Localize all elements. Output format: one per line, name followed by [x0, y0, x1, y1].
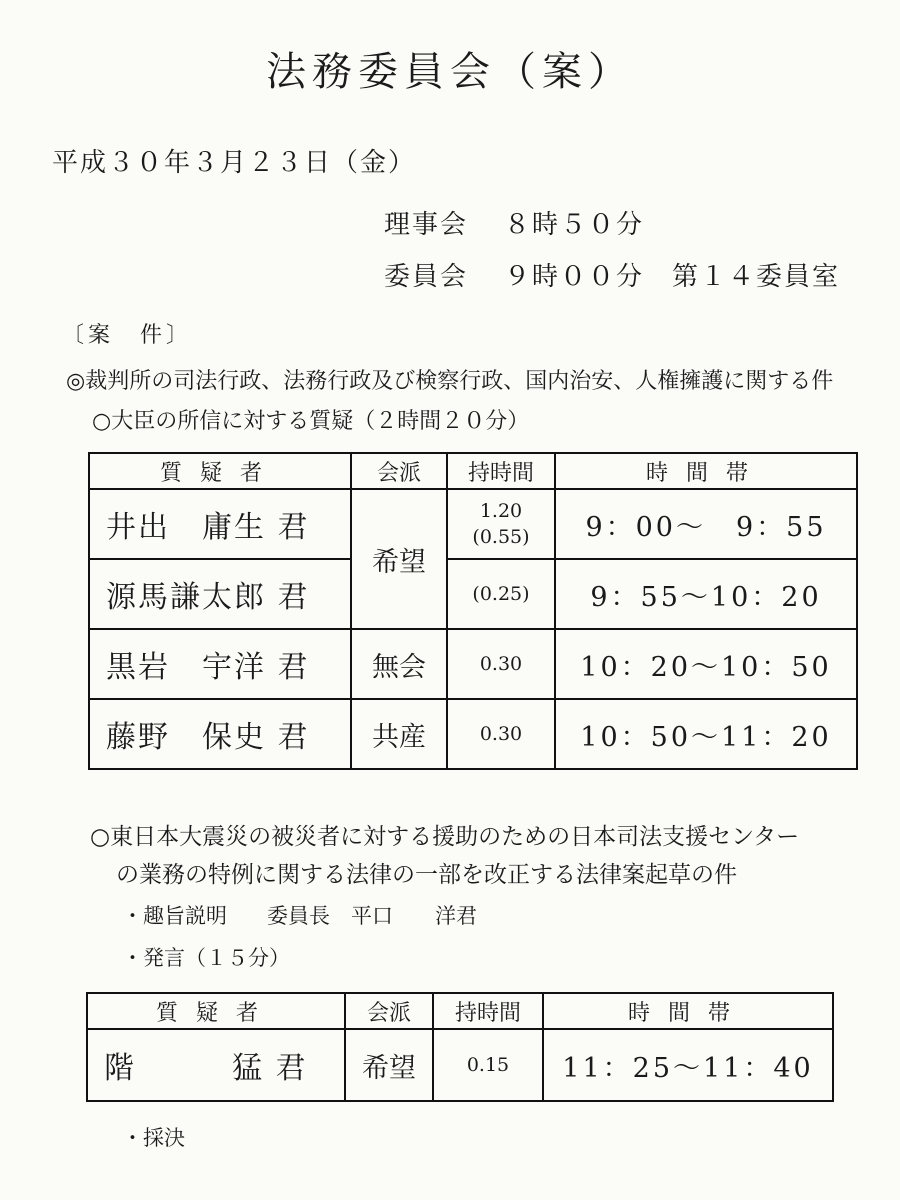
time-band-cell: 9：00～ 9：55 [555, 489, 857, 559]
header-allocation: 持時間 [447, 453, 555, 489]
meeting-date: 平成３０年３月２３日（金） [52, 148, 417, 178]
header-faction: 会派 [351, 453, 447, 489]
questioner-table-2 [86, 992, 834, 1102]
allocation-cell: 0.30 [447, 629, 555, 699]
schedule-row-directors [384, 204, 644, 241]
agenda-item-1: ◎裁判所の司法行政、法務行政及び検察行政、国内治安、人権擁護に関する件 [66, 369, 834, 394]
bullet-statement: ・発言（１５分） [122, 946, 290, 970]
case-heading: 〔案 件〕 [62, 323, 193, 348]
table-row [89, 559, 857, 629]
schedule-label: 委員会 [384, 262, 469, 292]
bullet-vote: ・採決 [122, 1126, 185, 1150]
questioner-name: 黒岩 宇洋 君 [89, 629, 351, 699]
faction-cell: 希望 [351, 489, 447, 629]
agenda-item-2-line1: ○東日本大震災の被災者に対する援助のための日本司法支援センター [90, 824, 800, 850]
bullet-explanation-label: ・趣旨説明 [122, 904, 227, 928]
questioner-name: 井出 庸生 君 [89, 489, 351, 559]
faction-cell: 希望 [345, 1029, 433, 1101]
time-band-cell: 10：20～10：50 [555, 629, 857, 699]
allocation-sub: (0.55) [472, 526, 530, 548]
table-row [89, 629, 857, 699]
table-header-row [89, 453, 857, 489]
document-title: 法務委員会（案） [266, 49, 634, 95]
allocation-sub: (0.25) [472, 583, 530, 605]
allocation-cell: 0.15 [433, 1029, 543, 1101]
table-row [89, 699, 857, 769]
time-band-cell: 10：50～11：20 [555, 699, 857, 769]
questioner-table-1 [88, 452, 858, 770]
schedule-row-committee [384, 256, 840, 293]
header-faction: 会派 [345, 993, 433, 1029]
schedule-label: 理事会 [384, 210, 469, 240]
schedule-room: 第１４委員室 [672, 262, 841, 292]
questioner-name: 階 猛 君 [87, 1029, 345, 1101]
header-time-band: 時間帯 [543, 993, 833, 1029]
questioner-name: 藤野 保史 君 [89, 699, 351, 769]
table-row [87, 1029, 833, 1101]
allocation-cell [447, 489, 555, 559]
bullet-explanation-who: 委員長 平口 洋君 [267, 904, 477, 928]
header-time-band: 時間帯 [555, 453, 857, 489]
faction-cell: 無会 [351, 629, 447, 699]
table-header-row [87, 993, 833, 1029]
header-allocation: 持時間 [433, 993, 543, 1029]
schedule-time: ８時５０分 [504, 210, 645, 240]
allocation-main: 1.20 [479, 500, 523, 522]
bullet-explanation [122, 900, 477, 930]
questioner-name: 源馬謙太郎 君 [89, 559, 351, 629]
header-questioner: 質疑者 [87, 993, 345, 1029]
time-band-cell: 9：55～10：20 [555, 559, 857, 629]
allocation-cell [447, 559, 555, 629]
schedule-time: ９時００分 [504, 262, 645, 292]
faction-cell: 共産 [351, 699, 447, 769]
agenda-item-2-line2: の業務の特例に関する法律の一部を改正する法律案起草の件 [116, 862, 737, 888]
table-row [89, 489, 857, 559]
agenda-item-1-sub: ○大臣の所信に対する質疑（２時間２０分） [92, 409, 530, 434]
time-band-cell: 11：25～11：40 [543, 1029, 833, 1101]
header-questioner: 質疑者 [89, 453, 351, 489]
allocation-cell: 0.30 [447, 699, 555, 769]
